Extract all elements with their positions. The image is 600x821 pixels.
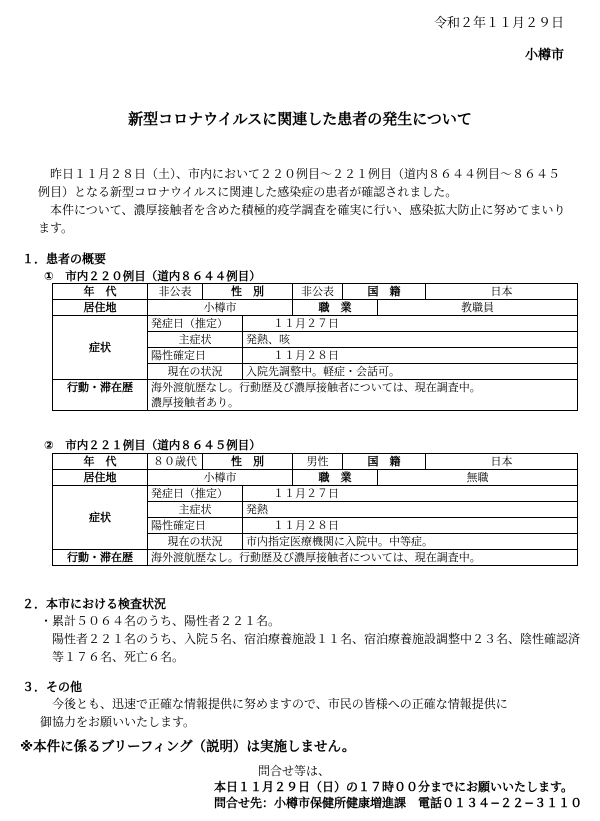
nationality-label: 国 籍 [343, 284, 426, 300]
activity-value [148, 380, 578, 411]
briefing-notice: ※本件に係るブリーフィング（説明）は実施しません。 [20, 739, 356, 755]
nationality-value: 日本 [426, 454, 578, 470]
case-2-heading: ② 市内２２１例目（道内８６４５例目） [44, 438, 261, 452]
intro-paragraph-1: 昨日１１月２８日（土）、市内において２２０例目～２２１例目（道内８６４４例目～８６４５例目）となる新型コロナウイルスに関連した感染症の患者が確認されました。 [38, 167, 561, 199]
status-value: 入院先調整中。軽症・会話可。 [243, 364, 578, 380]
main-symptom-label: 主症状 [148, 332, 243, 348]
positive-date-value: １１月２８日 [243, 518, 578, 534]
document-date: 令和２年１１月２９日 [433, 16, 564, 31]
nationality-label: 国 籍 [343, 454, 426, 470]
positive-date-value: １１月２８日 [243, 348, 578, 364]
status-value: 市内指定医療機関に入院中。中等症。 [243, 534, 578, 550]
residence-label: 居住地 [53, 300, 148, 316]
test-status-line-3: 等１７６名、死亡６名。 [52, 650, 185, 664]
sex-value: 非公表 [293, 284, 343, 300]
age-label: 年 代 [53, 284, 148, 300]
occupation-value: 無職 [378, 470, 578, 486]
symptoms-label: 症状 [53, 316, 148, 380]
other-line-1: 今後とも、迅速で正確な情報提供に努めますので、市民の皆様への正確な情報提供に [52, 697, 508, 711]
status-label: 現在の状況 [148, 534, 243, 550]
positive-date-label: 陽性確定日 [148, 518, 243, 534]
contact-info: 問合せ先：小樽市保健所健康増進課 電話０１３４−２２−３１１０ [214, 796, 583, 810]
section-1-heading: １．患者の概要 [22, 252, 107, 266]
intro-paragraph-2: 本件について、濃厚接触者を含めた積極的疫学調査を確実に行い、感染拡大防止に努めてまいります。 [38, 203, 566, 235]
occupation-value: 教職員 [378, 300, 578, 316]
issuing-organization: 小樽市 [524, 48, 564, 63]
case-1-table [52, 283, 578, 411]
residence-label: 居住地 [53, 470, 148, 486]
sex-value: 男性 [293, 454, 343, 470]
section-2-heading: ２．本市における検査状況 [22, 597, 167, 611]
status-label: 現在の状況 [148, 364, 243, 380]
activity-label: 行動・滞在歴 [53, 550, 148, 566]
age-label: 年 代 [53, 454, 148, 470]
other-line-2: 御協力をお願いいたします。 [40, 715, 196, 729]
onset-label: 発症日（推定） [148, 316, 243, 332]
main-symptom-value: 発熱 [243, 502, 578, 518]
intro-text [38, 165, 568, 237]
main-symptom-label: 主症状 [148, 502, 243, 518]
test-status-line-2: 陽性者２２１名のうち、入院５名、宿泊療養施設１１名、宿泊療養施設調整中２３名、陰性確認済 [52, 632, 581, 646]
occupation-label: 職 業 [293, 470, 378, 486]
positive-date-label: 陽性確定日 [148, 348, 243, 364]
case-1-heading: ① 市内２２０例目（道内８６４４例目） [44, 269, 261, 283]
age-value: 非公表 [148, 284, 203, 300]
onset-value: １１月２７日 [243, 486, 578, 502]
contact-line-1: 問合せ等は、 [258, 764, 331, 778]
activity-line-2: 濃厚接触者あり。 [151, 396, 239, 409]
activity-value: 海外渡航歴なし。行動歴及び濃厚接触者については、現在調査中。 [148, 550, 578, 566]
activity-label: 行動・滞在歴 [53, 380, 148, 411]
section-3-heading: ３．その他 [22, 680, 83, 694]
case-2-table [52, 453, 578, 566]
test-status-line-1: ・累計５０６４名のうち、陽性者２２１名。 [40, 614, 281, 628]
symptoms-label: 症状 [53, 486, 148, 550]
residence-value: 小樽市 [148, 470, 293, 486]
occupation-label: 職 業 [293, 300, 378, 316]
document-title: 新型コロナウイルスに関連した患者の発生について [128, 110, 472, 128]
onset-value: １１月２７日 [243, 316, 578, 332]
contact-deadline: 本日１１月２９日（日）の１７時００分までにお願いいたします。 [214, 780, 574, 794]
activity-line-1: 海外渡航歴なし。行動歴及び濃厚接触者については、現在調査中。 [151, 381, 481, 394]
main-symptom-value: 発熱、咳 [243, 332, 578, 348]
nationality-value: 日本 [426, 284, 578, 300]
residence-value: 小樽市 [148, 300, 293, 316]
sex-label: 性 別 [203, 454, 293, 470]
age-value: ８０歳代 [148, 454, 203, 470]
sex-label: 性 別 [203, 284, 293, 300]
onset-label: 発症日（推定） [148, 486, 243, 502]
